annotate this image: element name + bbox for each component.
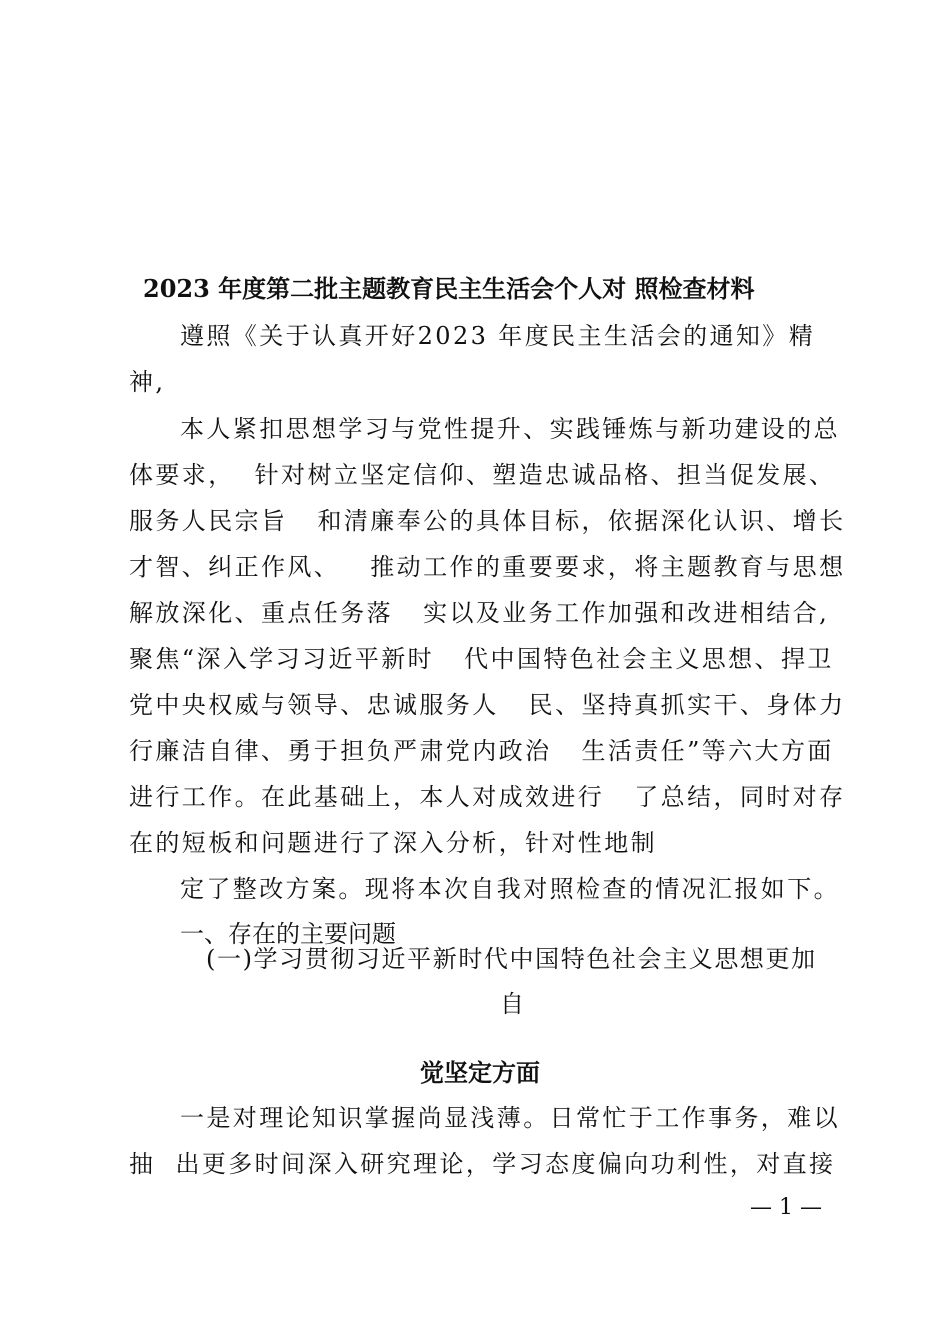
section-heading: 一、存在的主要问题 [180,920,396,948]
subheading-line: (一)学习贯彻习近平新时代中国特色社会主义思想更加 [206,945,817,973]
body-line: 党中央权威与领导、忠诚服务人 民、坚持真抓实干、身体力 [129,691,846,719]
body-line: 遵照《关于认真开好2023 年度民主生活会的通知》精 [180,322,816,350]
body-line: 聚焦“深入学习习近平新时 代中国特色社会主义思想、捍卫 [129,645,834,673]
document-title: 2023 年度第二批主题教育民主生活会个人对 照检查材料 [143,274,755,303]
subheading-line: 自 [500,990,524,1018]
body-line: 抽 出更多时间深入研究理论，学习态度偏向功利性，对直接 [129,1150,836,1178]
body-line: 服务人民宗旨 和清廉奉公的具体目标，依据深化认识、增长 [129,507,846,535]
page-number: — 1 — [750,1195,822,1220]
body-line: 本人紧扣思想学习与党性提升、实践锤炼与新功建设的总 [180,415,840,443]
body-line: 才智、纠正作风、 推动工作的重要要求，将主题教育与思想 [129,553,846,581]
subheading-line: 觉坚定方面 [420,1058,540,1087]
body-line: 行廉洁自律、勇于担负严肃党内政治 生活责任”等六大方面 [129,737,834,765]
body-line: 一是对理论知识掌握尚显浅薄。日常忙于工作事务，难以 [180,1104,840,1132]
body-line: 定了整改方案。现将本次自我对照检查的情况汇报如下。 [180,875,840,903]
body-line: 解放深化、重点任务落 实以及业务工作加强和改进相结合, [129,599,830,627]
body-line: 体要求， 针对树立坚定信仰、塑造忠诚品格、担当促发展、 [129,461,836,489]
body-line: 神, [129,368,166,396]
body-line: 进行工作。在此基础上，本人对成效进行 了总结，同时对存 [129,783,846,811]
body-line: 在的短板和问题进行了深入分析，针对性地制 [129,829,657,857]
